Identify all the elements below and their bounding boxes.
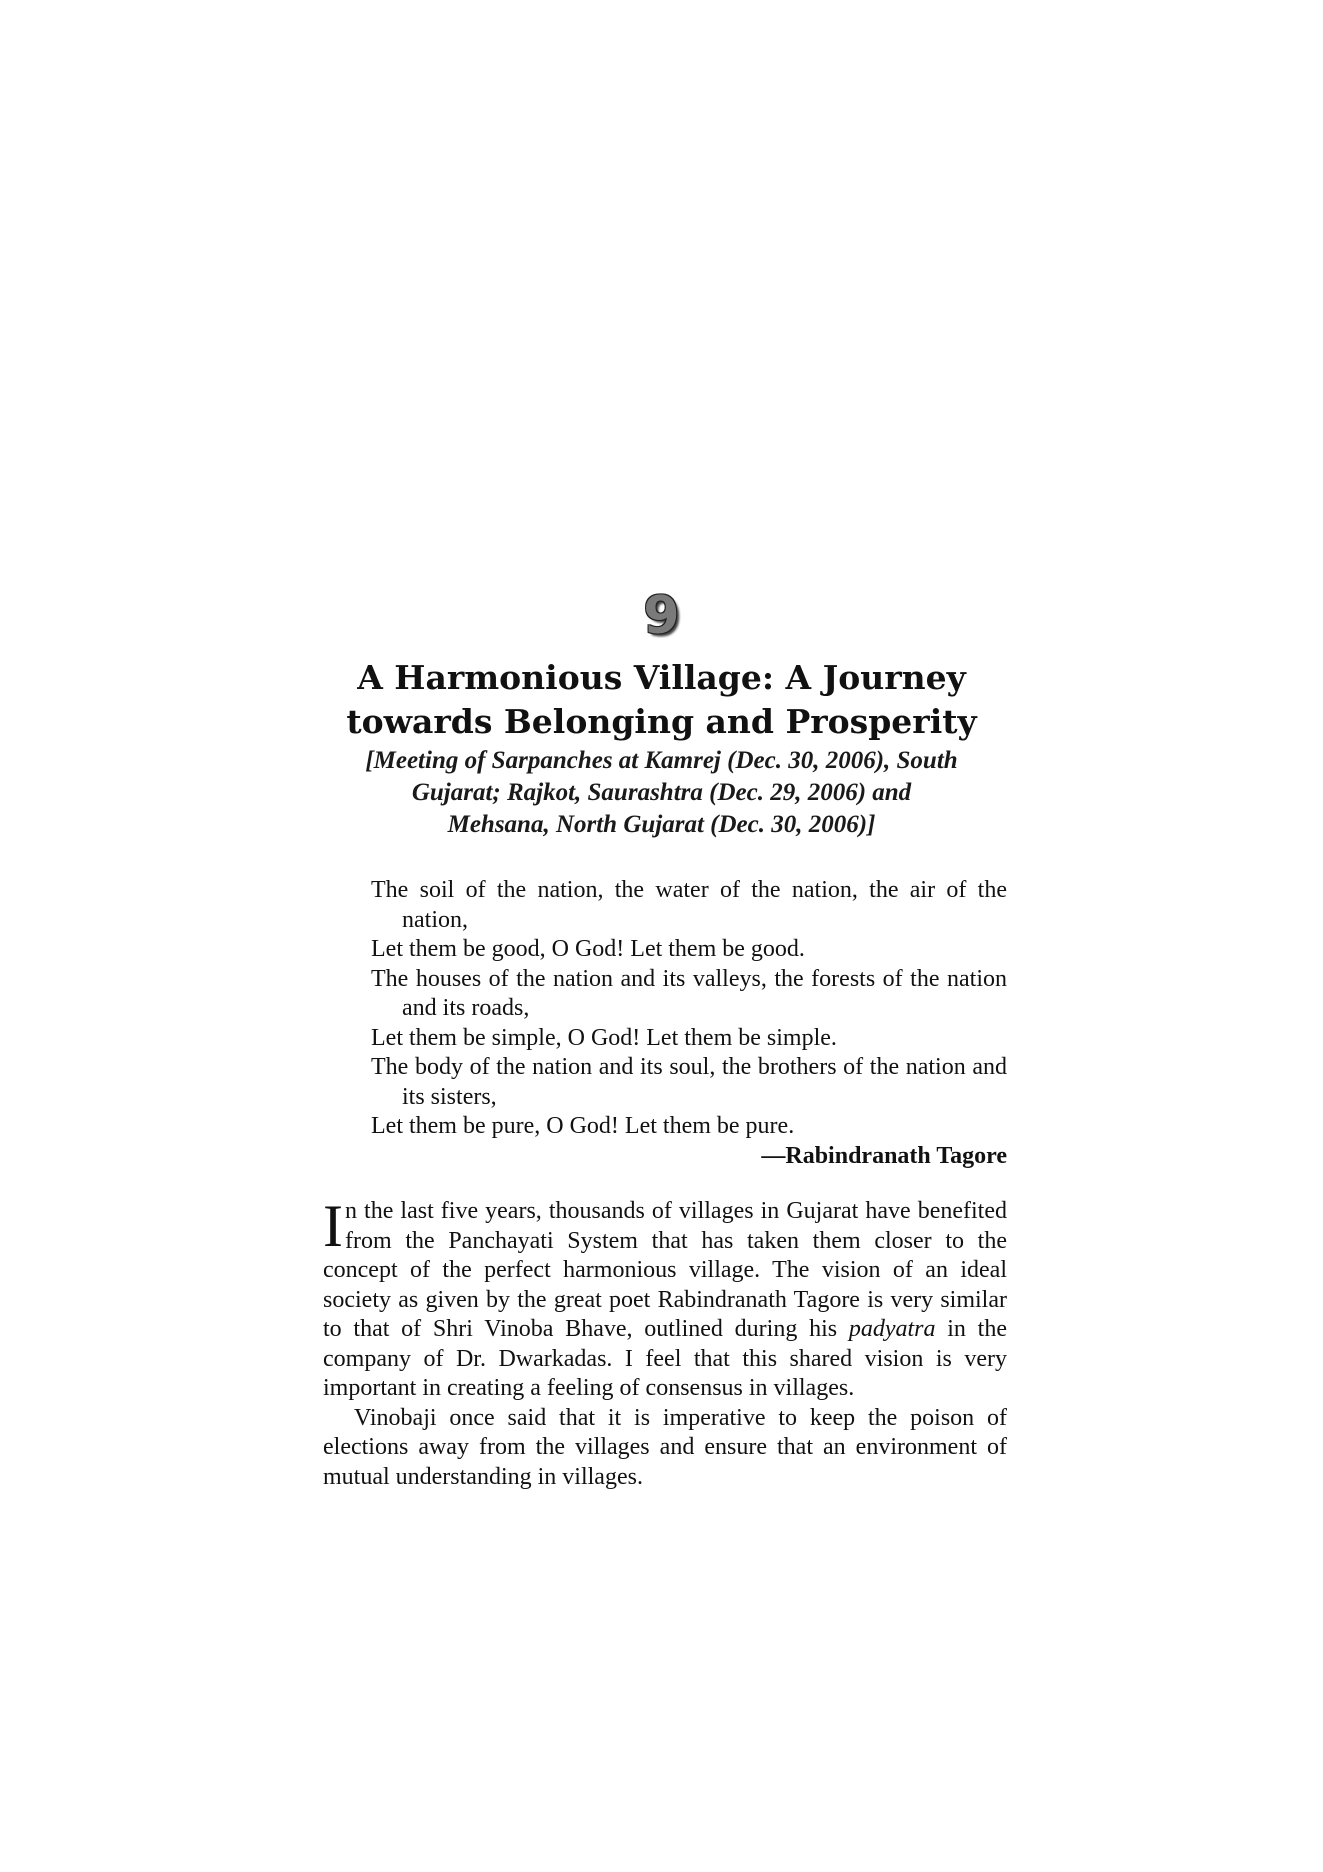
drop-cap: I <box>323 1193 343 1259</box>
paragraph-text: n the last five years, thousands of villages in Gujarat have benefited from the Panchayati System that has taken them closer to the concept of the perfect harmonious village. The vision of an ideal society as given by the great poet Rabindranath Tagore is very similar to that of Shri Vinoba Bhave, outlined during his <box>323 1198 1007 1342</box>
paragraph-italic-term: padyatra <box>848 1316 936 1342</box>
chapter-number: 9 <box>643 586 680 646</box>
chapter-title <box>0 656 1323 744</box>
chapter-subtitle-line1: [Meeting of Sarpanches at Kamrej (Dec. 30, 2006), South <box>365 747 958 774</box>
paragraph-text: in the company of Dr. Dwarkadas. I feel that this shared vision is very important in creating a feeling of consensus in villages. <box>323 1316 1007 1401</box>
poem-line: Let them be simple, O God! Let them be simple. <box>371 1024 837 1051</box>
poem-line: The body of the nation and its soul, the brothers of the nation and its sisters, <box>371 1054 1007 1110</box>
chapter-title-line1: A Harmonious Village: A Journey <box>357 658 966 697</box>
poem-attribution: —Rabindranath Tagore <box>761 1142 1007 1169</box>
poem-line: Let them be good, O God! Let them be good. <box>371 936 805 962</box>
body-paragraph-2: Vinobaji once said that it is imperative to keep the poison of elections away from the villages and ensure that an environment of mutual understanding in villages. <box>323 1404 1007 1490</box>
epigraph-poem <box>371 876 1007 1171</box>
poem-line: The houses of the nation and its valleys, the forests of the nation and its roads, <box>371 965 1007 1021</box>
chapter-title-line2: towards Belonging and Prosperity <box>346 702 977 741</box>
chapter-subtitle-line3: Mehsana, North Gujarat (Dec. 30, 2006)] <box>447 811 876 838</box>
chapter-subtitle-line2: Gujarat; Rajkot, Saurashtra (Dec. 29, 2006) and <box>411 779 912 806</box>
body-text <box>323 1193 1007 1492</box>
chapter-subtitle <box>320 745 1003 841</box>
poem-line: The soil of the nation, the water of the nation, the air of the nation, <box>371 877 1007 933</box>
body-paragraph-1 <box>323 1193 1007 1404</box>
poem-line: Let them be pure, O God! Let them be pure. <box>371 1113 795 1139</box>
